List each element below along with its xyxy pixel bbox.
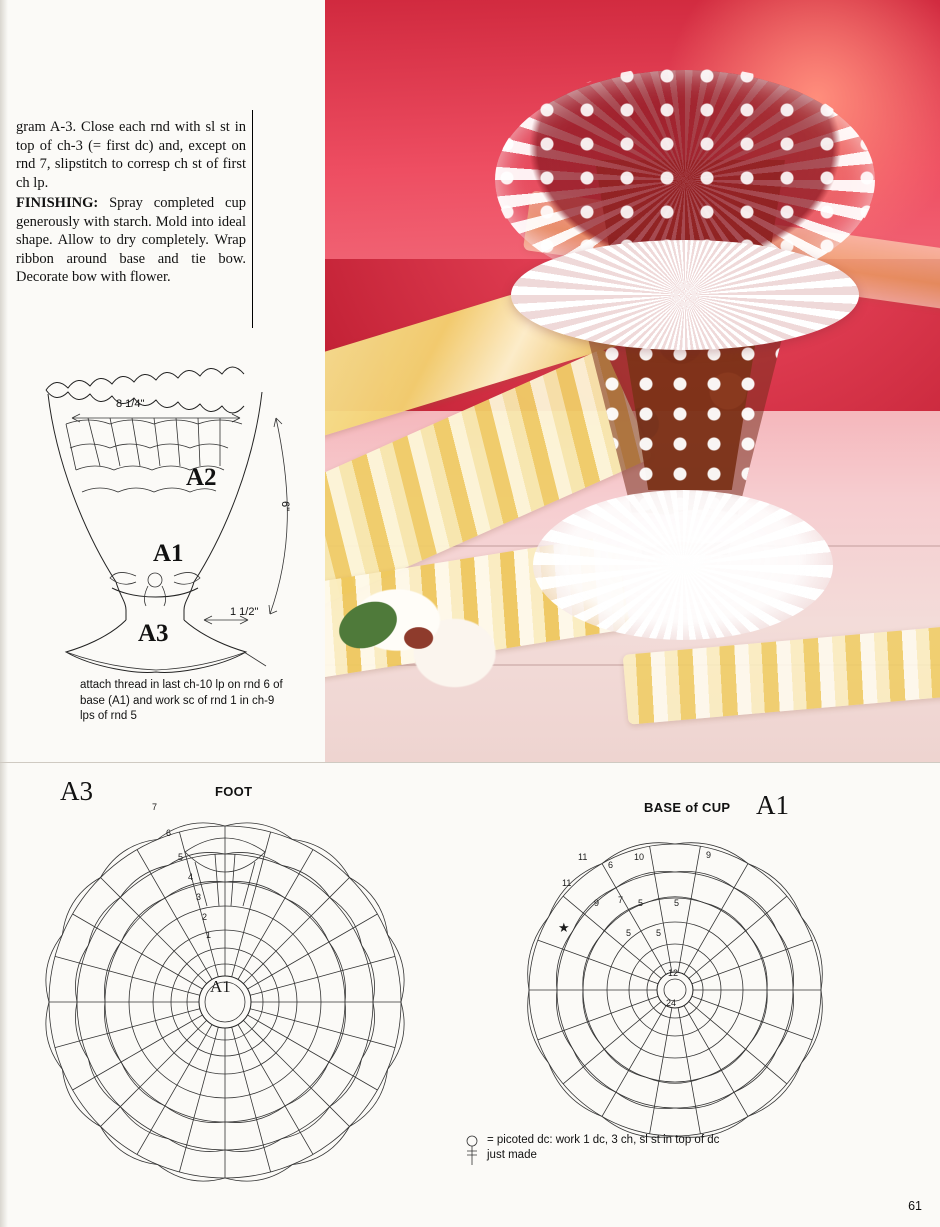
cup-foot-doily [533, 490, 833, 640]
page-edge-shadow [0, 0, 8, 1227]
page-number: 61 [908, 1199, 922, 1213]
base-dimension-label: 1 1/2" [230, 606, 259, 618]
finishing-body: Spray completed cup generously with starch. Mold into ideal shape. Allow to dry completely. Wrap ribbon around base and tie bow. Decorate bow with flower. [16, 195, 246, 286]
width-dimension-label: 8 1/4" [116, 398, 145, 410]
doily-cup [475, 40, 895, 660]
picot-legend [487, 1133, 737, 1163]
cup-shape-diagram [8, 352, 318, 682]
section-divider [0, 762, 940, 763]
finishing-paragraph [16, 194, 246, 287]
foot-center-label: A1 [210, 977, 231, 996]
part-label-a1: A1 [153, 540, 184, 567]
part-label-a1-base: A1 [756, 790, 789, 820]
instruction-text-column [16, 118, 246, 289]
base-stitch-drawing [490, 800, 890, 1180]
instruction-paragraph-1: gram A-3. Close each rnd with sl st in top of ch-3 (= first dc) and, except on rnd 7, slipstitch to corresp ch st of first ch lp. [16, 119, 246, 191]
part-label-a2: A2 [186, 464, 217, 491]
star-marker: ★ [558, 920, 570, 935]
picot-symbol-icon [463, 1135, 485, 1169]
product-photo [325, 0, 940, 762]
base-title: BASE of CUP [644, 800, 731, 815]
foot-stitch-diagram: A3 FOOT A1 7 6 5 4 3 2 1 [10, 772, 440, 1202]
base-stitch-diagram: BASE of CUP A1 11 11 10 6 9 7 9 5 5 5 5 12 24 ★ [490, 800, 890, 1180]
cup-collar-ruffle [511, 240, 859, 350]
foot-title: FOOT [215, 784, 253, 799]
shape-diagram-note: attach thread in last ch-10 lp on rnd 6 of base (A1) and work sc of rnd 1 in ch-9 lps of rnd 5 [80, 679, 283, 723]
part-label-a3: A3 [138, 620, 169, 647]
finishing-label: FINISHING: [16, 195, 99, 212]
column-divider [252, 110, 253, 328]
picot-legend-text: = picoted dc: work 1 dc, 3 ch, sl st in top of dc just made [487, 1134, 720, 1162]
height-dimension-label: 6" [279, 500, 292, 512]
part-label-a3-foot: A3 [60, 776, 93, 806]
